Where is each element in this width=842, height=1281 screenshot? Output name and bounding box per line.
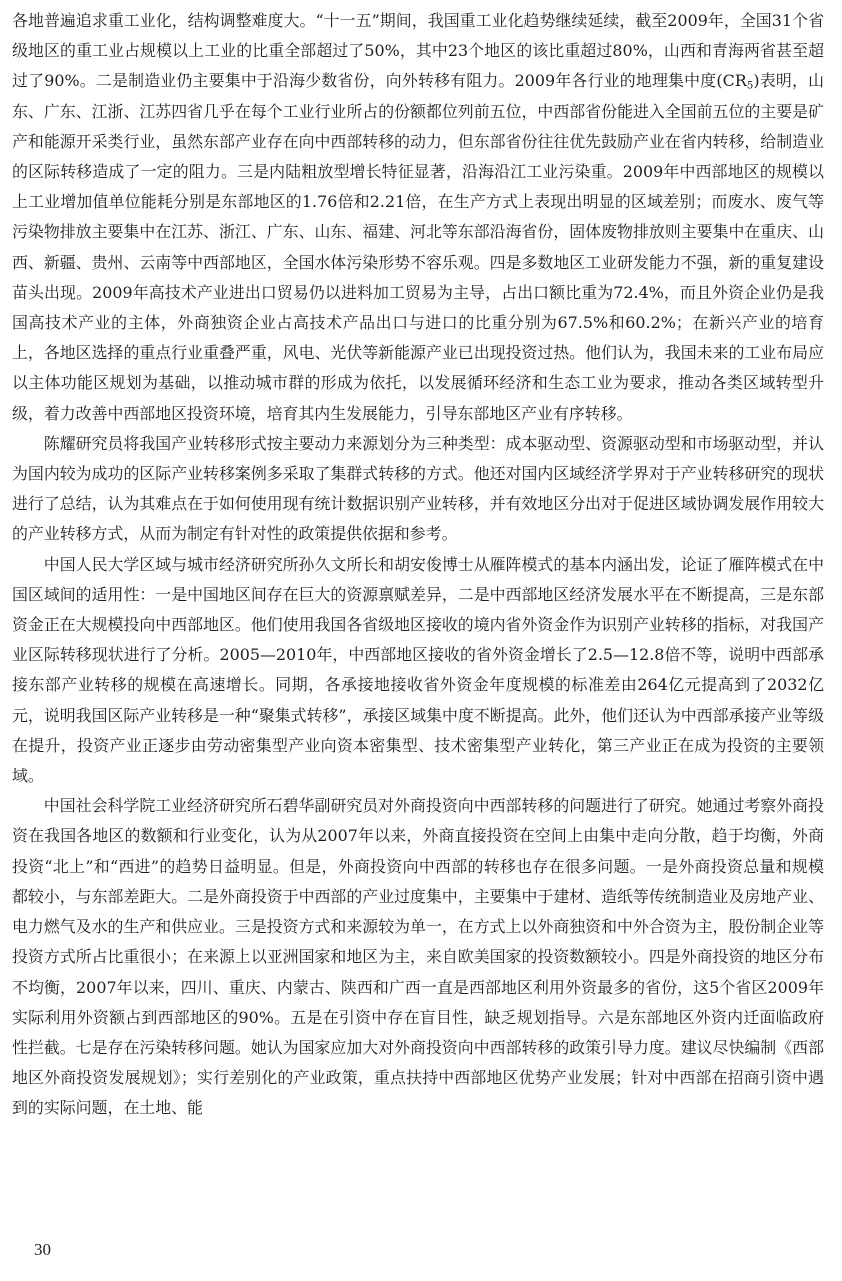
cr-subscript: 5 bbox=[746, 79, 754, 92]
page-number: 30 bbox=[34, 1240, 51, 1259]
paragraph-1-text: 各地普遍追求重工业化，结构调整难度大。“十一五”期间，我国重工业化趋势继续延续，截至2009年，全国31个省级地区的重工业占规模以上工业的比重全部超过了50%，其中23个地区的该比重超过80%，山西和青海两省甚至超过了90%。二是制造业仍主要集中于沿海少数省份，向外转移有阻力。2009年各行业的地理集中度(CR bbox=[12, 11, 824, 91]
paragraph-1-text-after: )表明，山东、广东、江浙、江苏四省几乎在每个工业行业所占的份额都位列前五位，中西部省份能进入全国前五位的主要是矿产和能源开采类行业，虽然东部产业存在向中西部转移的动力，但东部省份往往优先鼓励产业在省内转移，给制造业的区际转移造成了一定的阻力。三是内陆粗放型增长特征显著，沿海沿江工业污染重。2009年中西部地区的规模以上工业增加值单位能耗分别是东部地区的1.76倍和2.21倍，在生产方式上表现出明显的区域差别；而废水、废气等污染物排放主要集中在江苏、浙江、广东、山东、福建、河北等东部沿海省份，固体废物排放则主要集中在重庆、山西、新疆、贵州、云南等中西部地区，全国水体污染形势不容乐观。四是多数地区工业研发能力不强，新的重复建设苗头出现。2009年高技术产业进出口贸易仍以进料加工贸易为主导，占出口额比重为72.4%，而且外资企业仍是我国高技术产业的主体，外商独资企业占高技术产品出口与进口的比重分别为67.5%和60.2%；在新兴产业的培育上，各地区选择的重点行业重叠严重，风电、光伏等新能源产业已出现投资过热。他们认为，我国未来的工业布局应以主体功能区规划为基础，以推动城市群的形成为依托，以发展循环经济和生态工业为要求，推动各类区域转型升级，着力改善中西部地区投资环境，培育其内生发展能力，引导东部地区产业有序转移。 bbox=[12, 71, 824, 423]
paragraph-2: 陈耀研究员将我国产业转移形式按主要动力来源划分为三种类型：成本驱动型、资源驱动型和市场驱动型，并认为国内较为成功的区际产业转移案例多采取了集群式转移的方式。他还对国内区域经济学界对于产业转移研究的现状进行了总结，认为其难点在于如何使用现有统计数据识别产业转移，并有效地区分出对于促进区域协调发展作用较大的产业转移方式，从而为制定有针对性的政策提供依据和参考。 bbox=[12, 433, 824, 544]
paragraph-4: 中国社会科学院工业经济研究所石碧华副研究员对外商投资向中西部转移的问题进行了研究。她通过考察外商投资在我国各地区的数额和行业变化，认为从2007年以来，外商直接投资在空间上由集中走向分散，趋于均衡，外商投资“北上”和“西进”的趋势日益明显。但是，外商投资向中西部的转移也存在很多问题。一是外商投资总量和规模都较小，与东部差距大。二是外商投资于中西部的产业过度集中，主要集中于建材、造纸等传统制造业及房地产业、电力燃气及水的生产和供应业。三是投资方式和来源较为单一，在方式上以外商独资和中外合资为主，股份制企业等投资方式所占比重很小；在来源上以亚洲国家和地区为主，来自欧美国家的投资数额较小。四是外商投资的地区分布不均衡，2007年以来，四川、重庆、内蒙古、陕西和广西一直是西部地区利用外资最多的省份，这5个省区2009年实际利用外资额占到西部地区的90%。五是在引资中存在盲目性，缺乏规划指导。六是东部地区外资内迁面临政府性拦截。七是存在污染转移问题。她认为国家应加大对外商投资向中西部转移的政策引导力度。建议尽快编制《西部地区外商投资发展规划》；实行差别化的产业政策，重点扶持中西部地区优势产业发展；针对中西部在招商引资中遇到的实际问题，在土地、能 bbox=[12, 796, 824, 1118]
page-body bbox=[12, 6, 824, 1124]
paragraph-1 bbox=[12, 6, 824, 429]
paragraph-3: 中国人民大学区域与城市经济研究所孙久文所长和胡安俊博士从雁阵模式的基本内涵出发，论证了雁阵模式在中国区域间的适用性：一是中国地区间存在巨大的资源禀赋差异，二是中西部地区经济发展水平在不断提高，三是东部资金正在大规模投向中西部地区。他们使用我国各省级地区接收的境内省外资金作为识别产业转移的指标，对我国产业区际转移现状进行了分析。2005—2010年，中西部地区接收的省外资金增长了2.5—12.8倍不等，说明中西部承接东部产业转移的规模在高速增长。同期，各承接地接收省外资金年度规模的标准差由264亿元提高到了2032亿元，说明我国区际产业转移是一种“聚集式转移”，承接区域集中度不断提高。此外，他们还认为中西部承接产业等级在提升，投资产业正逐步由劳动密集型产业向资本密集型、技术密集型产业转化，第三产业正在成为投资的主要领域。 bbox=[12, 554, 824, 786]
